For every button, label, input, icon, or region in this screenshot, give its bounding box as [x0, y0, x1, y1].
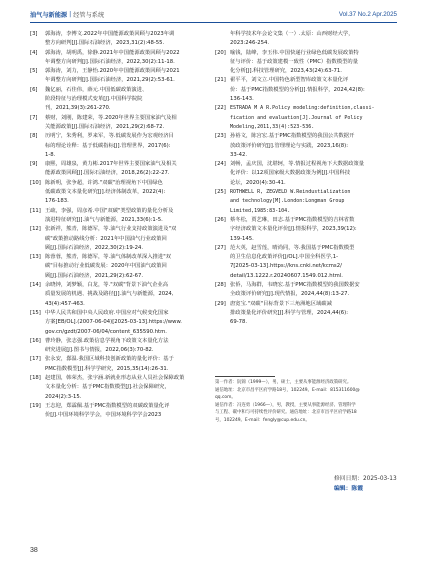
footnote-line: qq.com。	[215, 395, 236, 401]
page-header	[30, 7, 397, 21]
reference-text: 论坛，2020(4):30-41.	[230, 179, 286, 186]
header-separator: |	[69, 10, 72, 18]
footnote-line: 第一作者：阮锦（1999—），男，硕士，主要从事能源经济政策研究。	[215, 380, 352, 385]
reference-number	[30, 142, 45, 151]
page-number: 38	[30, 547, 38, 554]
reference-number: [7]	[30, 114, 38, 121]
reference-line	[215, 58, 396, 67]
reference-text: PMC指数模型[J].科学学研究，2015,35(14):26-31.	[45, 365, 169, 372]
reference-line	[215, 197, 396, 206]
header-rule	[30, 22, 397, 23]
reference-text: 陈新明，张争超，许鸿."双碳"治理视角下中国绿色	[45, 179, 163, 186]
reference-line	[30, 39, 211, 48]
reference-number: [26]	[215, 216, 226, 223]
reference-text: 年调整方向研判[J].国际石油经济，2021,29(2):53-61.	[45, 77, 175, 84]
reference-text: Modeling,2011,33(4):523-536.	[230, 123, 315, 130]
reference-line	[30, 383, 211, 392]
reference-text: 字经济政策文本量化评价[J].情报科学，2023,39(12):	[230, 226, 357, 233]
reference-text: 征与评价：基于政策建模一致性（PMC）指数模型的量	[230, 58, 358, 65]
reference-line	[30, 169, 211, 178]
reference-line	[215, 188, 396, 197]
reference-text: 低碳政策文本量化研究[J].经济体制改革，2022(4):	[45, 189, 166, 196]
reference-line	[30, 197, 211, 206]
reference-number	[215, 235, 230, 244]
reference-number: [15]	[30, 309, 41, 316]
reference-text: and technology[M].London:Longman Group	[230, 198, 345, 205]
reference-line	[30, 328, 211, 337]
reference-text: 关能源政策[J].国际石油经济，2021,29(2):68-72.	[45, 123, 165, 130]
reference-line	[30, 365, 211, 374]
reference-line	[30, 290, 211, 299]
reference-number	[30, 328, 45, 337]
reference-text: 价：基于PMC指数模型的分析[J].情报科学，2024,42(8):	[230, 86, 365, 93]
reference-number	[215, 123, 230, 132]
editor-block	[334, 474, 397, 494]
reference-text: 演进特征研究[J].油气与新能源，2021,33(6):1-5.	[45, 216, 163, 223]
reference-number: [8]	[30, 133, 38, 140]
reference-text: 王志迎，郑霖佩.基于PMC指数模型的双碳政策量化评	[45, 402, 170, 409]
reference-number: [24]	[215, 161, 226, 168]
reference-number: [19]	[30, 402, 41, 409]
reference-line	[30, 30, 211, 39]
reference-text: 郭海涛，胡明禹，徐静.2021年中国能源政策回顾与2022	[45, 49, 180, 56]
reference-number: [13]	[30, 254, 41, 261]
reference-number: [12]	[30, 226, 41, 233]
reference-text: 张新祥，熊青，陈德军，等.油气行业支持政策演进及"双	[45, 226, 177, 233]
reference-number	[30, 290, 45, 299]
reference-number	[215, 30, 230, 39]
footnote-line: 通信作者：冯连勇（1966—），男，教授，主要从事能源经济、管理科学	[215, 402, 356, 408]
revision-date: 修回日期：2025-03-13	[334, 476, 397, 482]
reference-number	[30, 104, 45, 113]
reference-number	[215, 58, 230, 67]
reference-number: [22]	[215, 105, 226, 112]
footnote-divider	[215, 376, 275, 377]
reference-text: 化评价：以12项国家级大数据政策为例[J].中国科技	[230, 170, 351, 177]
reference-line	[30, 216, 211, 225]
references-right-column	[215, 30, 396, 328]
reference-number: [18]	[30, 374, 41, 381]
reference-text: 余晓钟，刘梦颖，白龙，等."双碳"背景下油气企业高	[45, 282, 169, 289]
reference-line	[215, 290, 396, 299]
reference-number	[30, 216, 45, 225]
reference-number: [28]	[215, 282, 226, 289]
reference-number	[30, 188, 45, 197]
reference-line	[30, 132, 211, 141]
reference-text: 张永安，郄温.我国区域科技创新政策的量化评价：基于	[45, 356, 174, 363]
reference-text: 张侨，马海群，韦晓宏.基于PMC指数模型的我国数据安	[230, 282, 360, 289]
reference-text: detail/13.1222.r.20240607.1549.012.html.	[230, 272, 343, 279]
reference-line	[215, 169, 396, 178]
reference-text: 范大英，赵雪莲，晴尚同，等.我国基于PMC指数模型	[230, 244, 355, 251]
reference-text: 顾[J].国际石油经济，2022,30(2):19-24.	[45, 244, 144, 251]
reference-number: [5]	[30, 68, 38, 75]
reference-line	[215, 272, 396, 281]
reference-line	[30, 281, 211, 290]
reference-line	[30, 272, 211, 281]
reference-line	[30, 151, 211, 160]
reference-line	[30, 86, 211, 95]
reference-line	[215, 30, 396, 39]
reference-line	[30, 123, 211, 132]
reference-text: gov.cn/gzdt/2007-06/04/content_635590.htm.	[45, 328, 167, 335]
reference-number	[215, 39, 230, 48]
editor-name: 编辑：陈霞	[334, 486, 363, 492]
reference-line	[30, 402, 211, 411]
reference-text: 176-183.	[45, 198, 69, 205]
reference-text: 郭海涛，李博文.2022年中国能源政策回顾与2023年调	[45, 31, 175, 37]
reference-number	[215, 95, 230, 104]
reference-text: 放政策评价研究[J].管理理论与实践，2023,16(8):	[230, 142, 349, 149]
reference-text: 1-8.	[45, 151, 56, 158]
journal-name: 油气与新能源	[30, 11, 68, 19]
reference-number	[30, 346, 45, 355]
reference-line	[30, 309, 211, 318]
reference-line	[30, 253, 211, 262]
reference-text: 刘畅，孟庆国，沈堪轲，等.情报过程视角下大数据政策量	[230, 161, 365, 168]
reference-number	[215, 197, 230, 206]
reference-number	[215, 290, 230, 299]
reference-number	[30, 365, 45, 374]
reference-line	[215, 318, 396, 327]
reference-number	[30, 76, 45, 85]
reference-text: 2023:246-254.	[230, 40, 270, 47]
reference-text: 33-42.	[230, 151, 248, 158]
reference-line	[215, 142, 396, 151]
reference-line	[30, 58, 211, 67]
reference-line	[215, 49, 396, 58]
reference-text: 魏亿丽，石佳伟，薛元.中国低碳政策演进、	[45, 86, 148, 93]
reference-number: [25]	[215, 189, 226, 196]
reference-line	[215, 309, 396, 318]
reference-line	[30, 244, 211, 253]
reference-text: 郭海涛，刘力，王静怡.2020年中国能源政策回顾与2021	[45, 68, 180, 75]
reference-number: [9]	[30, 161, 38, 168]
reference-text: 孙裕文，陈宫宏.基于PMC指数模型的我国公共数据开	[230, 133, 355, 140]
reference-number	[215, 272, 230, 281]
reference-line	[215, 104, 396, 113]
reference-number	[215, 309, 230, 318]
reference-number	[30, 272, 45, 281]
reference-number: [14]	[30, 282, 41, 289]
reference-text: Limited,1985:83-104.	[230, 207, 291, 214]
reference-text: 王疏，李强，周彦希.中国"双碳"类型政策的量化分析及	[45, 207, 174, 214]
reference-number	[215, 67, 230, 76]
reference-line	[30, 225, 211, 234]
reference-number	[30, 197, 45, 206]
reference-line	[215, 281, 396, 290]
reference-text: 136-143.	[230, 96, 254, 103]
reference-line	[30, 207, 211, 216]
author-footnotes	[215, 379, 396, 425]
reference-line	[215, 95, 396, 104]
reference-text: 碳"目标推动行业低碳发展：2020年中国油气政策回	[45, 263, 167, 270]
footnote-line: 与工程、碳中和与可持续性评价研究。通信地址：北京市昌平区府学路18	[215, 410, 357, 416]
references-left-column	[30, 30, 211, 420]
reference-line	[215, 179, 396, 188]
reference-text: 整方向研判[J].国际石油经济，2023,31(2):48-55.	[45, 40, 165, 47]
reference-number: [11]	[30, 207, 41, 214]
reference-line	[30, 393, 211, 402]
reference-number: [10]	[30, 179, 41, 186]
footnote-line: 号，102249。E-mail：fengly@cup.edu.cn。	[215, 417, 310, 423]
reference-text: 唐宽宝."双碳"目标背景下三角洲地区域碳减	[230, 300, 332, 307]
reference-line	[215, 76, 396, 85]
reference-text: 139-145.	[230, 235, 254, 242]
reference-text: 陈蓉蓉，熊青，陈德军，等.油气体制改革深入推进"双	[45, 254, 171, 261]
reference-number	[30, 393, 45, 402]
reference-line	[30, 346, 211, 355]
reference-text: fication and evaluation[J].Journal of Policy	[230, 114, 363, 121]
reference-number: [3]	[30, 31, 38, 37]
reference-number	[215, 262, 230, 271]
reference-line	[30, 235, 211, 244]
reference-line	[215, 114, 396, 123]
reference-text: 质量发展的机遇、挑战及路径[J].油气与新能源，2024,	[45, 291, 174, 298]
reference-number	[30, 262, 45, 271]
reference-text: 价[J].中国环境科学学会，中国环境科学学会2023	[45, 412, 162, 419]
reference-number	[30, 58, 45, 67]
reference-line	[30, 262, 211, 271]
reference-line	[215, 262, 396, 271]
reference-line	[215, 225, 396, 234]
reference-text: 全政策评价研究[J].现代情报，2024,44(8):13-27.	[230, 291, 350, 298]
reference-line	[215, 151, 396, 160]
reference-number	[215, 142, 230, 151]
reference-number	[30, 123, 45, 132]
reference-number: [6]	[30, 86, 38, 93]
reference-line	[215, 300, 396, 309]
reference-text: 2024(2):3-15.	[45, 393, 82, 400]
reference-number	[215, 86, 230, 95]
reference-text: 排政策量化评价研究[J].科学与管理，2024,44(6):	[230, 309, 349, 316]
volume-info: Vol.37 No.2 Apr.2025	[338, 10, 397, 18]
reference-text: 43(4):457-463.	[45, 300, 85, 307]
reference-number	[215, 114, 230, 123]
reference-line	[30, 300, 211, 309]
footnote-line: 通信地址：北京市昌平区府学路18号，102249。E-mail：815311600@	[215, 387, 360, 393]
reference-text: 方案[EB/OL].(2007-06-04)[2025-03-13].https://www.	[45, 319, 182, 326]
reference-number	[215, 151, 230, 160]
reference-line	[30, 355, 211, 364]
reference-line	[30, 67, 211, 76]
reference-text: 研究进展[J].图书与情报，2022,06(3):70-82.	[45, 347, 154, 354]
reference-text: 7[2025-03-13].https://kns.cnki.net/kcms2/	[230, 263, 342, 270]
reference-number	[30, 244, 45, 253]
reference-text: ESTRADA M A R.Policy modeling:definition,classi-	[230, 105, 375, 112]
reference-number	[30, 39, 45, 48]
reference-text: 能源政策回顾[J].国际石油经济，2018,26(2):22-27.	[45, 170, 170, 177]
reference-line	[30, 179, 211, 188]
reference-text: 顾[J].国际石油经济，2021,29(2):62-67.	[45, 272, 144, 279]
reference-line	[215, 86, 396, 95]
reference-number: [23]	[215, 133, 226, 140]
reference-line	[215, 160, 396, 169]
reference-text: 年科学技术年会论文集（一）.太原：山西财经大学，	[230, 31, 354, 37]
reference-line	[30, 374, 211, 383]
reference-line	[215, 123, 396, 132]
reference-text: 标的理论诠释：基于低碳指标[J].管理世界，2017(6):	[45, 142, 171, 149]
reference-line	[30, 337, 211, 346]
reference-number: [17]	[30, 356, 41, 363]
reference-line	[30, 160, 211, 169]
reference-number	[215, 207, 230, 216]
reference-number: [29]	[215, 300, 226, 307]
reference-text: 历明宁，朱秀利，罗来军，等.低碳发展作为宏观经济目	[45, 133, 174, 140]
reference-line	[215, 235, 396, 244]
reference-number	[30, 318, 45, 327]
reference-line	[30, 95, 211, 104]
reference-line	[215, 39, 396, 48]
reference-line	[30, 188, 211, 197]
reference-text: 刊，2021,39(3):261-270.	[45, 105, 111, 112]
reference-number	[30, 383, 45, 392]
reference-number: [16]	[30, 337, 41, 344]
reference-number	[215, 179, 230, 188]
reference-line	[215, 216, 396, 225]
reference-text: 赵建国，韩荣杰，张宇涵.新就业形态从业人员社会保障政策	[45, 374, 185, 381]
section-name: 经管与系统	[73, 11, 105, 19]
reference-number: [21]	[215, 77, 226, 84]
reference-text: 碳"政策推动路线分析：2021年中国油气行业政策回	[45, 235, 167, 242]
reference-text: 曹玲静，张志强.政策信息学视角下政策文本量化方法	[45, 337, 169, 344]
reference-line	[215, 207, 396, 216]
reference-line	[30, 104, 211, 113]
reference-line	[215, 132, 396, 141]
reference-number	[215, 225, 230, 234]
reference-line	[30, 318, 211, 327]
reference-line	[215, 67, 396, 76]
reference-line	[215, 244, 396, 253]
reference-number	[30, 411, 45, 420]
reference-line	[30, 76, 211, 85]
reference-number	[30, 169, 45, 178]
reference-number	[30, 300, 45, 309]
reference-number	[215, 169, 230, 178]
reference-line	[30, 114, 211, 123]
reference-text: 康熙，周雄泉，黄力彬.2017年世界主要国家油气及相关	[45, 161, 177, 168]
reference-number	[215, 318, 230, 327]
reference-text: 翟平平，刘文立.中国特色新型智库政策文本量化评	[230, 77, 349, 84]
reference-text: 年调整方向研判[J].国际石油经济，2022,30(2):11-18.	[45, 58, 175, 65]
reference-text: 阶段特征与治理模式变革[J].中国科学院院	[45, 96, 143, 103]
reference-line	[215, 253, 396, 262]
reference-text: 69-78.	[230, 319, 248, 326]
reference-number	[215, 253, 230, 262]
reference-number	[30, 95, 45, 104]
reference-text: 文本量化分析：基于PMC指数模型[J].社会保障研究，	[45, 384, 170, 391]
reference-text: 蔡冬松，贾艺琳，田志.基于PMC指数模型的吉林省数	[230, 216, 355, 223]
reference-line	[30, 142, 211, 151]
reference-number: [4]	[30, 49, 38, 56]
reference-number	[30, 151, 45, 160]
reference-line	[30, 49, 211, 58]
reference-line	[30, 411, 211, 420]
reference-text: 化分析[J].科技管理研究，2023,43(24):63-71.	[230, 68, 342, 75]
reference-text: 蔡财，刘刚，陈建荣，等.2020年世界主要国家油气及相	[45, 114, 177, 121]
reference-number: [27]	[215, 244, 226, 251]
header-left	[30, 10, 104, 19]
reference-text: ROTHWELL R, ZEGVELD W.Reindustialization	[230, 189, 351, 196]
reference-text: 中华人民共和国中央人民政府.中国应对气候变化国家	[45, 309, 169, 316]
reference-number	[30, 235, 45, 244]
reference-number: [20]	[215, 49, 226, 56]
reference-text: 喻钱，陆峰，李玉伟.中国快递行业绿色低碳发展政策特	[230, 49, 359, 56]
reference-text: 的卫生信息化政策评价[J/OL].中国全科医学,1-	[230, 254, 339, 261]
